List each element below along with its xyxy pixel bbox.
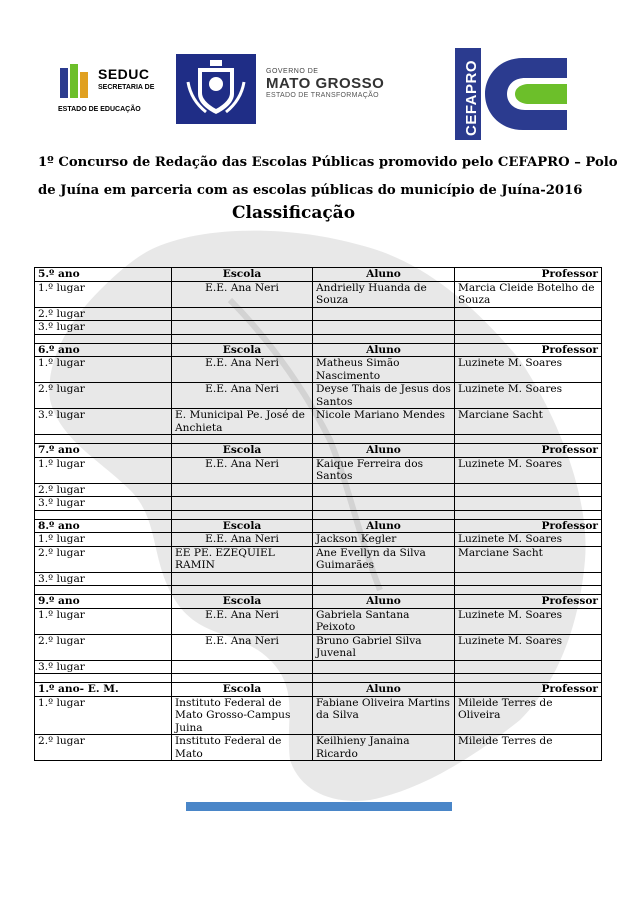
table-row xyxy=(35,497,602,511)
grade-header: 8.º ano xyxy=(35,519,172,533)
teacher-cell: Luzinete M. Soares xyxy=(455,383,602,409)
table-row xyxy=(35,546,602,572)
spacer-cell xyxy=(172,674,313,683)
school-header: Escola xyxy=(172,268,313,282)
student-cell xyxy=(313,321,455,335)
student-cell: Ane Evellyn da Silva Guimarães xyxy=(313,546,455,572)
school-cell xyxy=(172,307,313,321)
section-spacer-row xyxy=(35,334,602,343)
school-cell: E.E. Ana Neri xyxy=(172,533,313,547)
student-cell: Jackson Kegler xyxy=(313,533,455,547)
table-row xyxy=(35,483,602,497)
grade-header: 6.º ano xyxy=(35,343,172,357)
student-header: Aluno xyxy=(313,683,455,697)
section-spacer-row xyxy=(35,435,602,444)
table-row xyxy=(35,457,602,483)
place-cell: 2.º lugar xyxy=(35,383,172,409)
school-cell xyxy=(172,483,313,497)
teacher-cell: Luzinete M. Soares xyxy=(455,608,602,634)
student-cell: Gabriela Santana Peixoto xyxy=(313,608,455,634)
place-cell: 1.º lugar xyxy=(35,357,172,383)
student-cell: Andrielly Huanda de Souza xyxy=(313,281,455,307)
table-row xyxy=(35,696,602,735)
place-cell: 2.º lugar xyxy=(35,735,172,761)
spacer-cell xyxy=(172,586,313,595)
school-cell: EE PE. EZEQUIEL RAMIN xyxy=(172,546,313,572)
seduc-line1: SECRETARIA DE xyxy=(98,84,155,91)
school-cell: E.E. Ana Neri xyxy=(172,457,313,483)
spacer-cell xyxy=(172,435,313,444)
student-cell: Kaique Ferreira dos Santos xyxy=(313,457,455,483)
school-cell: E.E. Ana Neri xyxy=(172,281,313,307)
school-cell xyxy=(172,321,313,335)
teacher-header: Professor xyxy=(455,519,602,533)
student-cell: Nicole Mariano Mendes xyxy=(313,409,455,435)
spacer-cell xyxy=(313,586,455,595)
spacer-cell xyxy=(455,435,602,444)
student-cell xyxy=(313,307,455,321)
section-header-row xyxy=(35,595,602,609)
teacher-cell: Luzinete M. Soares xyxy=(455,634,602,660)
school-cell xyxy=(172,572,313,586)
place-cell: 1.º lugar xyxy=(35,696,172,735)
table-row xyxy=(35,608,602,634)
student-header: Aluno xyxy=(313,519,455,533)
table-row xyxy=(35,383,602,409)
table-row xyxy=(35,572,602,586)
place-cell: 2.º lugar xyxy=(35,307,172,321)
student-cell: Bruno Gabriel Silva Juvenal xyxy=(313,634,455,660)
teacher-cell: Mileide Terres de Oliveira xyxy=(455,696,602,735)
spacer-cell xyxy=(313,334,455,343)
table-row xyxy=(35,281,602,307)
place-cell: 1.º lugar xyxy=(35,608,172,634)
table-row xyxy=(35,660,602,674)
school-cell: E. Municipal Pe. José de Anchieta xyxy=(172,409,313,435)
table-row xyxy=(35,533,602,547)
school-cell: E.E. Ana Neri xyxy=(172,634,313,660)
section-header-row xyxy=(35,519,602,533)
teacher-header: Professor xyxy=(455,268,602,282)
school-header: Escola xyxy=(172,343,313,357)
table-row xyxy=(35,634,602,660)
place-cell: 3.º lugar xyxy=(35,409,172,435)
student-cell: Matheus Simão Nascimento xyxy=(313,357,455,383)
teacher-header: Professor xyxy=(455,595,602,609)
section-header-row xyxy=(35,683,602,697)
section-header-row xyxy=(35,444,602,458)
cefapro-name: CEFAPRO xyxy=(463,59,480,136)
spacer-cell xyxy=(455,334,602,343)
spacer-cell xyxy=(455,586,602,595)
teacher-cell xyxy=(455,497,602,511)
teacher-header: Professor xyxy=(455,343,602,357)
place-cell: 1.º lugar xyxy=(35,281,172,307)
table-row xyxy=(35,321,602,335)
place-cell: 1.º lugar xyxy=(35,457,172,483)
student-cell: Deyse Thais de Jesus dos Santos xyxy=(313,383,455,409)
seduc-logo xyxy=(58,64,170,122)
table-row xyxy=(35,735,602,761)
section-header-row xyxy=(35,343,602,357)
spacer-cell xyxy=(455,510,602,519)
school-header: Escola xyxy=(172,595,313,609)
gov-line3: ESTADO DE TRANSFORMAÇÃO xyxy=(266,92,379,99)
spacer-cell xyxy=(455,674,602,683)
grade-header: 1.º ano- E. M. xyxy=(35,683,172,697)
spacer-cell xyxy=(313,674,455,683)
student-cell xyxy=(313,660,455,674)
cefapro-logo xyxy=(455,48,570,140)
student-cell: Fabiane Oliveira Martins da Silva xyxy=(313,696,455,735)
spacer-cell xyxy=(313,435,455,444)
school-cell xyxy=(172,497,313,511)
spacer-cell xyxy=(172,510,313,519)
table-row xyxy=(35,409,602,435)
place-cell: 3.º lugar xyxy=(35,497,172,511)
classification-table xyxy=(34,267,602,761)
place-cell: 3.º lugar xyxy=(35,660,172,674)
place-cell: 3.º lugar xyxy=(35,321,172,335)
teacher-cell: Marciane Sacht xyxy=(455,546,602,572)
teacher-cell xyxy=(455,660,602,674)
place-cell: 3.º lugar xyxy=(35,572,172,586)
section-spacer-row xyxy=(35,586,602,595)
teacher-cell xyxy=(455,321,602,335)
teacher-cell xyxy=(455,572,602,586)
teacher-cell: Mileide Terres de xyxy=(455,735,602,761)
table-row xyxy=(35,357,602,383)
seduc-line2: ESTADO DE EDUCAÇÃO xyxy=(58,106,141,113)
section-header-row xyxy=(35,268,602,282)
gov-line2: MATO GROSSO xyxy=(266,75,385,92)
student-header: Aluno xyxy=(313,444,455,458)
table-row xyxy=(35,307,602,321)
spacer-cell xyxy=(35,334,172,343)
student-header: Aluno xyxy=(313,343,455,357)
place-cell: 2.º lugar xyxy=(35,546,172,572)
seduc-emblem-icon xyxy=(60,64,96,102)
student-header: Aluno xyxy=(313,268,455,282)
school-header: Escola xyxy=(172,444,313,458)
grade-header: 7.º ano xyxy=(35,444,172,458)
teacher-cell xyxy=(455,307,602,321)
school-cell: E.E. Ana Neri xyxy=(172,383,313,409)
grade-header: 9.º ano xyxy=(35,595,172,609)
section-spacer-row xyxy=(35,510,602,519)
spacer-cell xyxy=(313,510,455,519)
gov-line1: GOVERNO DE xyxy=(266,68,319,75)
teacher-cell: Marcia Cleide Botelho de Souza xyxy=(455,281,602,307)
student-cell: Keilhieny Janaina Ricardo xyxy=(313,735,455,761)
student-cell xyxy=(313,483,455,497)
spacer-cell xyxy=(35,674,172,683)
school-cell: Instituto Federal de Mato xyxy=(172,735,313,761)
place-cell: 1.º lugar xyxy=(35,533,172,547)
footer-bar xyxy=(186,802,452,811)
place-cell: 2.º lugar xyxy=(35,483,172,497)
teacher-cell xyxy=(455,483,602,497)
school-header: Escola xyxy=(172,519,313,533)
school-cell xyxy=(172,660,313,674)
student-cell xyxy=(313,572,455,586)
coat-of-arms-icon xyxy=(176,54,256,124)
school-cell: E.E. Ana Neri xyxy=(172,608,313,634)
teacher-cell: Luzinete M. Soares xyxy=(455,533,602,547)
teacher-header: Professor xyxy=(455,683,602,697)
student-header: Aluno xyxy=(313,595,455,609)
school-header: Escola xyxy=(172,683,313,697)
document-title: 1º Concurso de Redação das Escolas Públicas promovido pelo CEFAPRO – Polo de Juína em parceria com as escolas públicas do município de Juína-2016 xyxy=(38,155,618,198)
teacher-cell: Luzinete M. Soares xyxy=(455,357,602,383)
school-cell: E.E. Ana Neri xyxy=(172,357,313,383)
student-cell xyxy=(313,497,455,511)
teacher-cell: Marciane Sacht xyxy=(455,409,602,435)
grade-header: 5.º ano xyxy=(35,268,172,282)
seduc-name: SEDUC xyxy=(98,66,150,82)
teacher-header: Professor xyxy=(455,444,602,458)
place-cell: 2.º lugar xyxy=(35,634,172,660)
spacer-cell xyxy=(35,586,172,595)
spacer-cell xyxy=(172,334,313,343)
section-spacer-row xyxy=(35,674,602,683)
teacher-cell: Luzinete M. Soares xyxy=(455,457,602,483)
spacer-cell xyxy=(35,435,172,444)
gov-mato-grosso-logo xyxy=(176,54,396,126)
school-cell: Instituto Federal de Mato Grosso-Campus Juina xyxy=(172,696,313,735)
spacer-cell xyxy=(35,510,172,519)
document-subtitle: Classificação xyxy=(232,203,356,223)
